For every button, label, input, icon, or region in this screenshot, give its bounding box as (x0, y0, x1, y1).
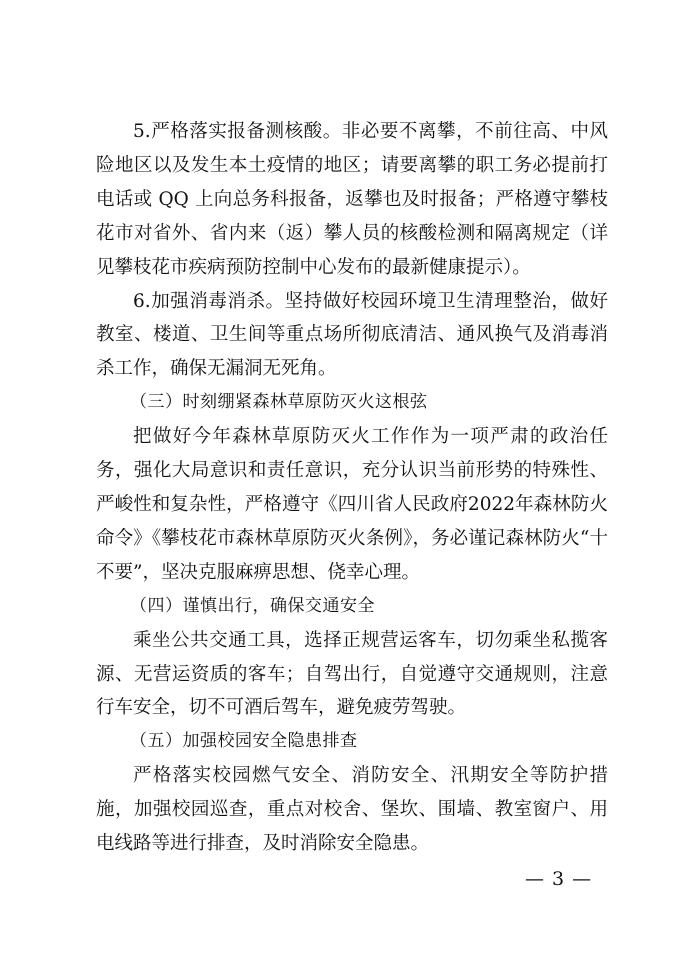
item-6-disinfection: 6.加强消毒消杀。坚持做好校园环境卫生清理整治，做好教室、楼道、卫生间等重点场所彻底清洁、通风换气及消毒消杀工作，确保无漏洞无死角。 (96, 290, 608, 380)
document-body (96, 115, 608, 861)
section-4-heading: （四）谨慎出行，确保交通安全 (130, 595, 375, 616)
item-5-report-testing: 5.严格落实报备测核酸。非必要不离攀，不前往高、中风险地区以及发生本土疫情的地区；请要离攀的职工务必提前打电话或 QQ 上向总务科报备，返攀也及时报备；严格遵守攀枝花市对省外、省内来（返）攀人员的核酸检测和隔离规定（详见攀枝花市疾病预防控制中心发布的最新健康提示）。 (96, 121, 608, 278)
page-number: — 3 — (525, 868, 593, 890)
section-3-heading: （三）时刻绷紧森林草原防灭火这根弦 (130, 392, 428, 413)
section-5-body: 严格落实校园燃气安全、消防安全、汛期安全等防护措施，加强校园巡查，重点对校舍、堡坎、围墙、教室窗户、用电线路等进行排查，及时消除安全隐患。 (96, 765, 608, 855)
section-5-heading: （五）加强校园安全隐患排查 (130, 731, 358, 752)
section-3-body: 把做好今年森林草原防灭火工作作为一项严肃的政治任务，强化大局意识和责任意识，充分认识当前形势的特殊性、严峻性和复杂性，严格遵守《四川省人民政府2022年森林防火命令》《攀枝花市森林草原防灭火条例》，务必谨记森林防火“十不要”，坚决克服麻痹思想、侥幸心理。 (96, 426, 608, 583)
section-4-body: 乘坐公共交通工具，选择正规营运客车，切勿乘坐私揽客源、无营运资质的客车；自驾出行，自觉遵守交通规则，注意行车安全，切不可酒后驾车，避免疲劳驾驶。 (96, 629, 608, 719)
